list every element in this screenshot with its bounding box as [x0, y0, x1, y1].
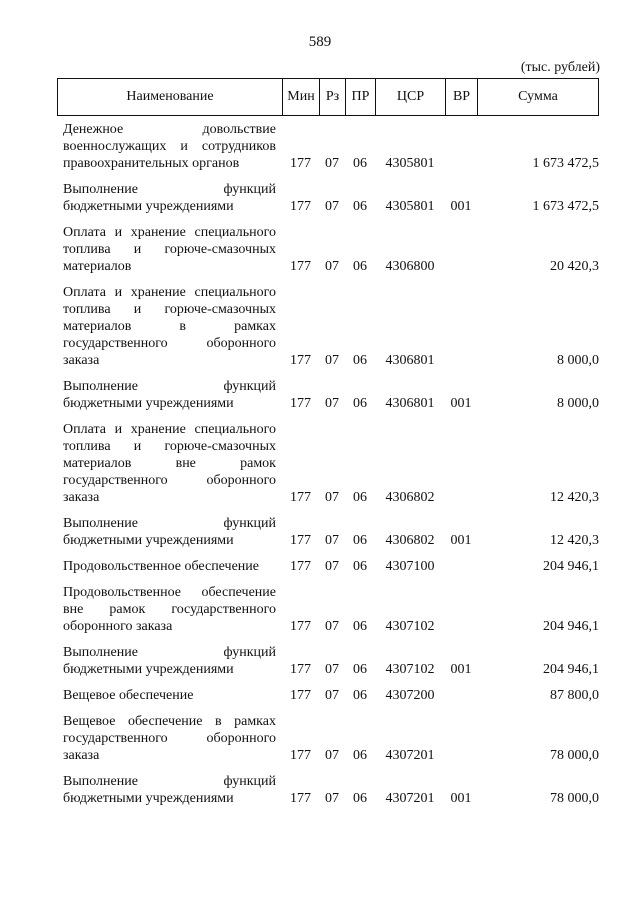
row-pr: 06 [353, 791, 367, 806]
row-name: Выполнение функций бюджетными учреждениями [63, 774, 276, 806]
row-min: 177 [290, 533, 311, 548]
row-rz: 07 [325, 688, 339, 703]
row-csr: 4305801 [385, 199, 435, 214]
row-min: 177 [290, 353, 311, 368]
row-name: Выполнение функций бюджетными учреждениями [63, 516, 276, 548]
row-name: Оплата и хранение специального топлива и горюче-смазочных материалов вне рамок государственного оборонного заказа [63, 422, 276, 505]
row-pr: 06 [353, 688, 367, 703]
row-pr: 06 [353, 490, 367, 505]
row-csr: 4306801 [385, 396, 435, 411]
row-csr: 4307201 [385, 748, 435, 763]
row-csr: 4305801 [385, 156, 435, 171]
row-sum: 8 000,0 [557, 396, 599, 411]
row-pr: 06 [353, 353, 367, 368]
row-min: 177 [290, 156, 311, 171]
table-row [57, 713, 599, 764]
table-row [57, 284, 599, 369]
row-min: 177 [290, 199, 311, 214]
row-min: 177 [290, 559, 311, 574]
row-rz: 07 [325, 748, 339, 763]
row-rz: 07 [325, 619, 339, 634]
row-rz: 07 [325, 353, 339, 368]
table-row [57, 515, 599, 549]
row-sum: 20 420,3 [550, 259, 599, 274]
row-vr: 001 [450, 662, 472, 677]
row-name: Оплата и хранение специального топлива и горюче-смазочных материалов [63, 225, 276, 274]
row-sum: 78 000,0 [550, 791, 599, 806]
row-csr: 4307102 [385, 662, 435, 677]
row-name: Денежное довольствие военнослужащих и сотрудников правоохранительных органов [63, 122, 276, 171]
row-min: 177 [290, 490, 311, 505]
row-pr: 06 [353, 662, 367, 677]
row-pr: 06 [353, 156, 367, 171]
header-sum: Сумма [518, 89, 558, 104]
row-min: 177 [290, 791, 311, 806]
row-sum: 1 673 472,5 [532, 156, 599, 171]
row-sum: 12 420,3 [550, 533, 599, 548]
row-csr: 4306802 [385, 533, 435, 548]
row-sum: 87 800,0 [550, 688, 599, 703]
header-min: Мин [283, 79, 320, 115]
row-pr: 06 [353, 533, 367, 548]
table-row [57, 121, 599, 172]
header-vr: ВР [446, 79, 478, 115]
row-pr: 06 [353, 559, 367, 574]
row-min: 177 [290, 662, 311, 677]
row-min: 177 [290, 688, 311, 703]
row-pr: 06 [353, 259, 367, 274]
row-csr: 4306802 [385, 490, 435, 505]
row-sum: 8 000,0 [557, 353, 599, 368]
row-pr: 06 [353, 199, 367, 214]
row-pr: 06 [353, 619, 367, 634]
row-name: Выполнение функций бюджетными учреждениями [63, 645, 276, 677]
table-row [57, 181, 599, 215]
table-row [57, 558, 599, 575]
row-rz: 07 [325, 396, 339, 411]
row-sum: 78 000,0 [550, 748, 599, 763]
row-rz: 07 [325, 791, 339, 806]
table-header [57, 78, 599, 116]
table-row [57, 644, 599, 678]
row-min: 177 [290, 396, 311, 411]
row-min: 177 [290, 259, 311, 274]
row-sum: 204 946,1 [543, 662, 599, 677]
page-number: 589 [308, 34, 332, 50]
row-sum: 204 946,1 [543, 559, 599, 574]
table-row [57, 773, 599, 807]
row-min: 177 [290, 748, 311, 763]
row-sum: 204 946,1 [543, 619, 599, 634]
row-vr: 001 [450, 199, 472, 214]
row-min: 177 [290, 619, 311, 634]
table-row [57, 224, 599, 275]
row-pr: 06 [353, 748, 367, 763]
row-rz: 07 [325, 662, 339, 677]
units-label: (тыс. рублей) [520, 60, 600, 75]
table-row [57, 421, 599, 506]
row-sum: 12 420,3 [550, 490, 599, 505]
header-name: Наименование [58, 79, 283, 115]
table-row [57, 584, 599, 635]
table-body [57, 121, 599, 816]
row-rz: 07 [325, 259, 339, 274]
row-rz: 07 [325, 559, 339, 574]
row-sum: 1 673 472,5 [532, 199, 599, 214]
row-name: Оплата и хранение специального топлива и горюче-смазочных материалов в рамках государственного оборонного заказа [63, 285, 276, 368]
row-rz: 07 [325, 199, 339, 214]
row-rz: 07 [325, 490, 339, 505]
row-pr: 06 [353, 396, 367, 411]
table-row [57, 378, 599, 412]
row-name: Вещевое обеспечение [63, 688, 194, 703]
row-name: Продовольственное обеспечение [63, 559, 259, 574]
row-vr: 001 [450, 533, 472, 548]
row-rz: 07 [325, 533, 339, 548]
row-csr: 4307201 [385, 791, 435, 806]
row-name: Выполнение функций бюджетными учреждениями [63, 182, 276, 214]
row-csr: 4307100 [385, 559, 435, 574]
row-name: Вещевое обеспечение в рамках государственного оборонного заказа [63, 714, 276, 763]
row-csr: 4307200 [385, 688, 435, 703]
row-csr: 4306800 [385, 259, 435, 274]
table-row [57, 687, 599, 704]
row-vr: 001 [450, 791, 472, 806]
row-vr: 001 [450, 396, 472, 411]
row-csr: 4306801 [385, 353, 435, 368]
row-name: Продовольственное обеспечение вне рамок государственного оборонного заказа [63, 585, 276, 634]
row-rz: 07 [325, 156, 339, 171]
header-csr: ЦСР [376, 79, 446, 115]
row-csr: 4307102 [385, 619, 435, 634]
row-name: Выполнение функций бюджетными учреждениями [63, 379, 276, 411]
header-pr: ПР [346, 79, 376, 115]
header-rz: Рз [320, 79, 346, 115]
